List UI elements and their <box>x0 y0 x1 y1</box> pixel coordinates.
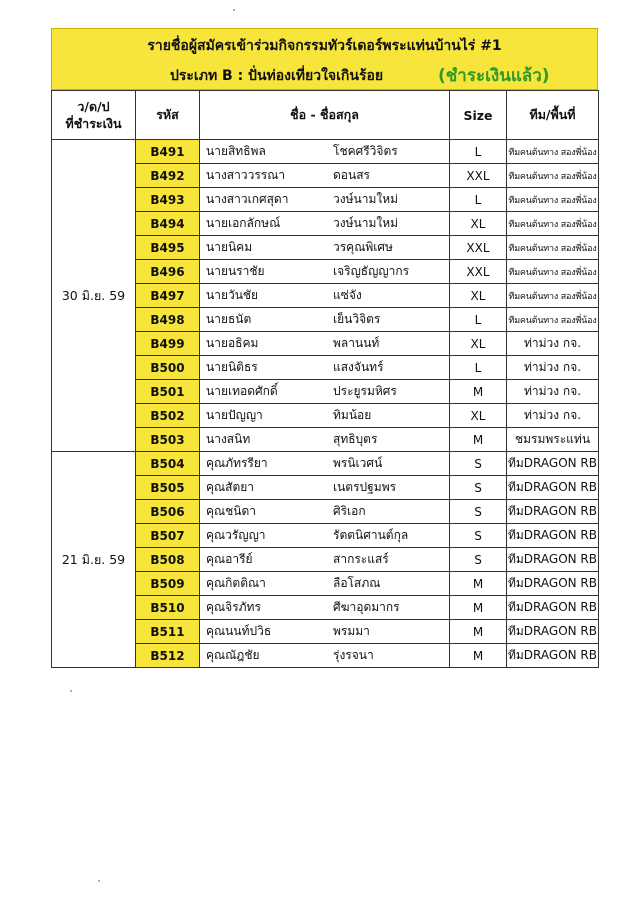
registrant-name-cell <box>200 236 450 260</box>
scan-speck <box>70 690 72 692</box>
first-name: นายนิคม <box>206 240 253 254</box>
last-name: ศีฆาอุดมากร <box>333 600 400 614</box>
team-area-cell: ทีมDRAGON RB <box>507 452 599 476</box>
shirt-size-cell: XL <box>450 284 507 308</box>
registrant-name-cell <box>200 644 450 668</box>
last-name: สุทธิบุตร <box>333 432 378 446</box>
first-name: นางสนิท <box>206 432 251 446</box>
registrant-code-cell: B499 <box>136 332 200 356</box>
registrant-name-cell <box>200 572 450 596</box>
last-name: เย็นวิจิตร <box>333 312 381 326</box>
registrant-name-cell <box>200 548 450 572</box>
last-name: ประยูรมหิศร <box>333 384 397 398</box>
shirt-size-cell: L <box>450 308 507 332</box>
shirt-size-cell: S <box>450 476 507 500</box>
first-name: คุณชนิดา <box>206 504 257 518</box>
column-header-team: ทีม/พื้นที่ <box>507 91 599 140</box>
shirt-size-cell: M <box>450 428 507 452</box>
team-area-cell: ทีมคนต้นทาง สองพี่น้อง <box>507 284 599 308</box>
scan-speck <box>98 880 100 882</box>
registrant-code-cell: B510 <box>136 596 200 620</box>
shirt-size-cell: XXL <box>450 164 507 188</box>
team-area-cell: ทีมDRAGON RB <box>507 572 599 596</box>
shirt-size-cell: M <box>450 644 507 668</box>
shirt-size-cell: XL <box>450 212 507 236</box>
shirt-size-cell: S <box>450 500 507 524</box>
registrant-name-cell <box>200 452 450 476</box>
last-name: เจริญธัญญากร <box>333 264 410 278</box>
first-name: คุณสัตยา <box>206 480 255 494</box>
first-name: คุณภัทรรียา <box>206 456 268 470</box>
column-header-size: Size <box>450 91 507 140</box>
first-name: คุณนนท์ปวิธ <box>206 624 272 638</box>
registrant-code-cell: B511 <box>136 620 200 644</box>
last-name: วงษ์นามใหม่ <box>333 192 399 206</box>
registrant-name-cell <box>200 620 450 644</box>
shirt-size-cell: M <box>450 572 507 596</box>
team-area-cell: ทีมDRAGON RB <box>507 620 599 644</box>
registrant-code-cell: B507 <box>136 524 200 548</box>
last-name: แสงจันทร์ <box>333 360 384 374</box>
registrant-code-cell: B497 <box>136 284 200 308</box>
first-name: นางสาวเกศสุดา <box>206 192 289 206</box>
registrant-name-cell <box>200 212 450 236</box>
registrant-name-cell <box>200 284 450 308</box>
team-area-cell: ทีมDRAGON RB <box>507 644 599 668</box>
team-area-cell: ทีมคนต้นทาง สองพี่น้อง <box>507 260 599 284</box>
team-area-cell: ทีมDRAGON RB <box>507 476 599 500</box>
column-header-date-line2: ที่ชำระเงิน <box>65 116 122 131</box>
registrant-name-cell <box>200 596 450 620</box>
registrant-code-cell: B504 <box>136 452 200 476</box>
registrant-code-cell: B491 <box>136 140 200 164</box>
registrant-code-cell: B498 <box>136 308 200 332</box>
first-name: คุณจิรภัทร <box>206 600 261 614</box>
shirt-size-cell: M <box>450 620 507 644</box>
last-name: รัตตนิศานต์กุล <box>333 528 409 542</box>
first-name: นายปัญญา <box>206 408 263 422</box>
last-name: แซ่จัง <box>333 288 362 302</box>
title-banner <box>51 28 598 90</box>
first-name: คุณณัฎชัย <box>206 648 260 662</box>
team-area-cell: ทีมDRAGON RB <box>507 548 599 572</box>
first-name: นายวันชัย <box>206 288 259 302</box>
team-area-cell: ท่าม่วง กจ. <box>507 356 599 380</box>
registrant-code-cell: B493 <box>136 188 200 212</box>
first-name: คุณอารีย์ <box>206 552 253 566</box>
column-header-date <box>52 91 136 140</box>
last-name: พรนิเวศน์ <box>333 456 383 470</box>
shirt-size-cell: M <box>450 596 507 620</box>
last-name: ลือโสภณ <box>333 576 381 590</box>
registrant-code-cell: B501 <box>136 380 200 404</box>
last-name: วงษ์นามใหม่ <box>333 216 399 230</box>
last-name: ศิริเอก <box>333 504 366 518</box>
team-area-cell: ทีมคนต้นทาง สองพี่น้อง <box>507 308 599 332</box>
shirt-size-cell: XL <box>450 404 507 428</box>
registrant-table <box>51 90 599 668</box>
registrant-name-cell <box>200 308 450 332</box>
team-area-cell: ทีมDRAGON RB <box>507 500 599 524</box>
first-name: นางสาววรรณา <box>206 168 286 182</box>
last-name: สากระแสร์ <box>333 552 389 566</box>
team-area-cell: ท่าม่วง กจ. <box>507 332 599 356</box>
registrant-name-cell <box>200 260 450 284</box>
table-row <box>52 140 599 164</box>
first-name: นายนราชัย <box>206 264 265 278</box>
registrant-name-cell <box>200 332 450 356</box>
registrant-name-cell <box>200 140 450 164</box>
column-header-name: ชื่อ - ชื่อสกุล <box>200 91 450 140</box>
registrant-code-cell: B502 <box>136 404 200 428</box>
team-area-cell: ท่าม่วง กจ. <box>507 404 599 428</box>
team-area-cell: ทีมDRAGON RB <box>507 596 599 620</box>
shirt-size-cell: XL <box>450 332 507 356</box>
team-area-cell: ทีมคนต้นทาง สองพี่น้อง <box>507 140 599 164</box>
table-row <box>52 452 599 476</box>
document-title: รายชื่อผู้สมัครเข้าร่วมกิจกรรมทัวร์เดอร์พระแท่นบ้านไร่ #1 <box>147 38 502 54</box>
last-name: โชคศรีวิจิตร <box>333 144 398 158</box>
category-subtitle: ประเภท B : ปั่นท่องเที่ยวใจเกินร้อย <box>170 68 384 84</box>
payment-date-cell: 30 มิ.ย. 59 <box>52 140 136 452</box>
shirt-size-cell: S <box>450 524 507 548</box>
registrant-name-cell <box>200 164 450 188</box>
last-name: วรคุณพิเศษ <box>333 240 393 254</box>
column-header-code: รหัส <box>136 91 200 140</box>
shirt-size-cell: S <box>450 452 507 476</box>
registrant-name-cell <box>200 404 450 428</box>
column-header-date-line1: ว/ด/ป <box>77 99 110 114</box>
scan-speck <box>233 9 235 11</box>
team-area-cell: ทีมคนต้นทาง สองพี่น้อง <box>507 188 599 212</box>
registrant-code-cell: B503 <box>136 428 200 452</box>
team-area-cell: ชมรมพระแท่น <box>507 428 599 452</box>
team-area-cell: ทีมคนต้นทาง สองพี่น้อง <box>507 164 599 188</box>
registrant-name-cell <box>200 524 450 548</box>
registrant-name-cell <box>200 428 450 452</box>
registrant-code-cell: B494 <box>136 212 200 236</box>
shirt-size-cell: L <box>450 356 507 380</box>
shirt-size-cell: L <box>450 140 507 164</box>
table-body <box>52 140 599 668</box>
registrant-code-cell: B495 <box>136 236 200 260</box>
team-area-cell: ทีมคนต้นทาง สองพี่น้อง <box>507 212 599 236</box>
shirt-size-cell: M <box>450 380 507 404</box>
team-area-cell: ทีมDRAGON RB <box>507 524 599 548</box>
first-name: คุณกิตติณา <box>206 576 266 590</box>
first-name: นายเอกลักษณ์ <box>206 216 281 230</box>
last-name: ทิมน้อย <box>333 408 372 422</box>
team-area-cell: ท่าม่วง กจ. <box>507 380 599 404</box>
payment-date-cell: 21 มิ.ย. 59 <box>52 452 136 668</box>
table-header-row <box>52 91 599 140</box>
shirt-size-cell: S <box>450 548 507 572</box>
first-name: นายสิทธิพล <box>206 144 266 158</box>
first-name: นายอธิคม <box>206 336 259 350</box>
shirt-size-cell: L <box>450 188 507 212</box>
registrant-code-cell: B492 <box>136 164 200 188</box>
last-name: รุ่งรจนา <box>333 648 374 662</box>
registrant-name-cell <box>200 500 450 524</box>
last-name: พรมมา <box>333 624 370 638</box>
last-name: เนตรปฐมพร <box>333 480 397 494</box>
registrant-name-cell <box>200 380 450 404</box>
registrant-name-cell <box>200 476 450 500</box>
registrant-name-cell <box>200 188 450 212</box>
last-name: พลานนท์ <box>333 336 380 350</box>
first-name: นายธนัต <box>206 312 252 326</box>
first-name: นายนิติธร <box>206 360 258 374</box>
first-name: นายเทอดศักดิ์ <box>206 384 278 398</box>
registrant-code-cell: B500 <box>136 356 200 380</box>
registrant-code-cell: B512 <box>136 644 200 668</box>
shirt-size-cell: XXL <box>450 260 507 284</box>
first-name: คุณวรัญญา <box>206 528 266 542</box>
team-area-cell: ทีมคนต้นทาง สองพี่น้อง <box>507 236 599 260</box>
registrant-code-cell: B506 <box>136 500 200 524</box>
registrant-code-cell: B508 <box>136 548 200 572</box>
registrant-code-cell: B496 <box>136 260 200 284</box>
paid-status-label: (ชำระเงินแล้ว) <box>438 66 550 86</box>
shirt-size-cell: XXL <box>450 236 507 260</box>
registrant-name-cell <box>200 356 450 380</box>
registrant-code-cell: B509 <box>136 572 200 596</box>
last-name: ดอนสร <box>333 168 370 182</box>
registrant-code-cell: B505 <box>136 476 200 500</box>
